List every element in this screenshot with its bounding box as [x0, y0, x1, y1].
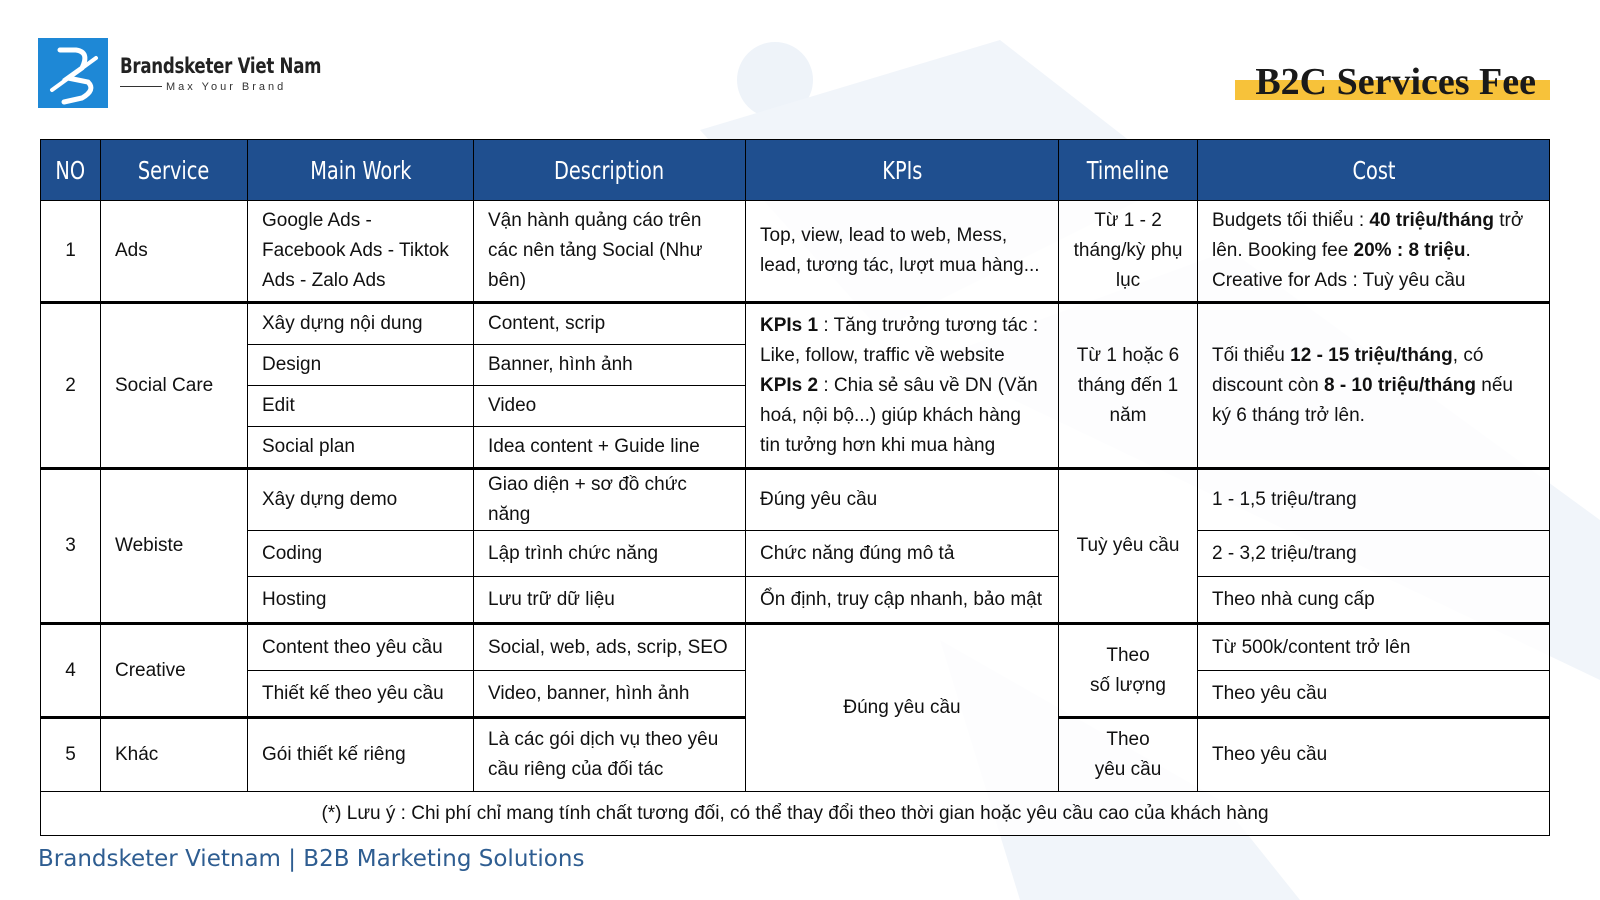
creative-cost: Từ 500k/content trở lên	[1198, 624, 1550, 671]
website-main-work: Coding	[248, 531, 474, 577]
page-title: B2C Services Fee	[1255, 61, 1536, 103]
header-kpis: KPIs	[746, 140, 1059, 201]
brand-name: Brandsketer Viet Nam	[120, 53, 322, 78]
header-no: NO	[41, 140, 101, 201]
social-no: 2	[41, 303, 101, 469]
table-header-row	[41, 140, 1550, 201]
ads-kpis: Top, view, lead to web, Mess, lead, tương tác, lượt mua hàng...	[746, 201, 1059, 303]
header-description: Description	[474, 140, 746, 201]
website-kpis: Ổn định, truy cập nhanh, bảo mật	[746, 577, 1059, 624]
cost-disclaimer-note: (*) Lưu ý : Chi phí chỉ mang tính chất tương đối, có thể thay đổi theo thời gian hoặc yêu cầu cao của khách hàng	[41, 792, 1550, 836]
website-description: Lập trình chức năng	[474, 531, 746, 577]
ads-description: Vận hành quảng cáo trên các nên tảng Social (Như bên)	[474, 201, 746, 303]
social-timeline: Từ 1 hoặc 6 tháng đến 1 năm	[1059, 303, 1198, 469]
website-cost: 2 - 3,2 triệu/trang	[1198, 531, 1550, 577]
other-cost: Theo yêu cầu	[1198, 718, 1550, 792]
creative-no: 4	[41, 624, 101, 718]
ads-cost: Budgets tối thiểu : 40 triệu/tháng trở lên. Booking fee 20% : 8 triệu. Creative for Ads : Tuỳ yêu cầu	[1198, 201, 1550, 303]
shared-kpis: Đúng yêu cầu	[746, 624, 1059, 792]
creative-main-work: Thiết kế theo yêu cầu	[248, 671, 474, 718]
brand-logo	[38, 38, 349, 108]
services-fee-table	[40, 139, 1550, 836]
website-main-work: Xây dựng demo	[248, 469, 474, 531]
social-cost: Tối thiểu 12 - 15 triệu/tháng, có discount còn 8 - 10 triệu/tháng nếu ký 6 tháng trở lên.	[1198, 303, 1550, 469]
social-kpis: KPIs 1 : Tăng trưởng tương tác : Like, follow, traffic về website KPIs 2 : Chia sẻ sâu về DN (Văn hoá, nội bộ...) giúp khách hàng tin tưởng hơn khi mua hàng	[746, 303, 1059, 469]
website-no: 3	[41, 469, 101, 624]
ads-no: 1	[41, 201, 101, 303]
social-description: Content, scrip	[474, 303, 746, 345]
table-row	[41, 201, 1550, 303]
website-kpis: Đúng yêu cầu	[746, 469, 1059, 531]
website-description: Lưu trữ dữ liệu	[474, 577, 746, 624]
creative-description: Social, web, ads, scrip, SEO	[474, 624, 746, 671]
table-note-row	[41, 792, 1550, 836]
tagline-divider	[120, 86, 162, 87]
social-main-work: Xây dựng nội dung	[248, 303, 474, 345]
other-main-work: Gói thiết kế riêng	[248, 718, 474, 792]
ads-service: Ads	[101, 201, 248, 303]
ads-main-work: Google Ads - Facebook Ads - Tiktok Ads - Zalo Ads	[248, 201, 474, 303]
website-kpis: Chức năng đúng mô tả	[746, 531, 1059, 577]
website-cost: 1 - 1,5 triệu/trang	[1198, 469, 1550, 531]
table-row	[41, 469, 1550, 531]
creative-main-work: Content theo yêu cầu	[248, 624, 474, 671]
creative-cost: Theo yêu cầu	[1198, 671, 1550, 718]
table-row	[41, 303, 1550, 345]
other-service: Khác	[101, 718, 248, 792]
other-description: Là các gói dịch vụ theo yêu cầu riêng của đối tác	[474, 718, 746, 792]
other-no: 5	[41, 718, 101, 792]
table-row	[41, 531, 1550, 577]
creative-description: Video, banner, hình ảnh	[474, 671, 746, 718]
table-row	[41, 577, 1550, 624]
website-main-work: Hosting	[248, 577, 474, 624]
social-service: Social Care	[101, 303, 248, 469]
creative-service: Creative	[101, 624, 248, 718]
social-main-work: Design	[248, 345, 474, 386]
social-description: Idea content + Guide line	[474, 427, 746, 469]
website-timeline: Tuỳ yêu cầu	[1059, 469, 1198, 624]
brand-tagline: Max Your Brand	[166, 80, 287, 93]
website-service: Webiste	[101, 469, 248, 624]
header-cost: Cost	[1198, 140, 1550, 201]
table-row	[41, 624, 1550, 671]
social-main-work: Edit	[248, 386, 474, 427]
social-description: Video	[474, 386, 746, 427]
other-timeline: Theo yêu cầu	[1059, 718, 1198, 792]
social-main-work: Social plan	[248, 427, 474, 469]
creative-timeline: Theo số lượng	[1059, 624, 1198, 718]
header-service: Service	[101, 140, 248, 201]
social-description: Banner, hình ảnh	[474, 345, 746, 386]
website-description: Giao diện + sơ đồ chức năng	[474, 469, 746, 531]
website-cost: Theo nhà cung cấp	[1198, 577, 1550, 624]
header-main-work: Main Work	[248, 140, 474, 201]
footer-text: Brandsketer Vietnam | B2B Marketing Solutions	[38, 846, 585, 872]
brandsketer-logo-icon	[38, 38, 108, 108]
ads-timeline: Từ 1 - 2 tháng/kỳ phụ lục	[1059, 201, 1198, 303]
page-title-wrap	[1235, 60, 1550, 104]
header-timeline: Timeline	[1059, 140, 1198, 201]
